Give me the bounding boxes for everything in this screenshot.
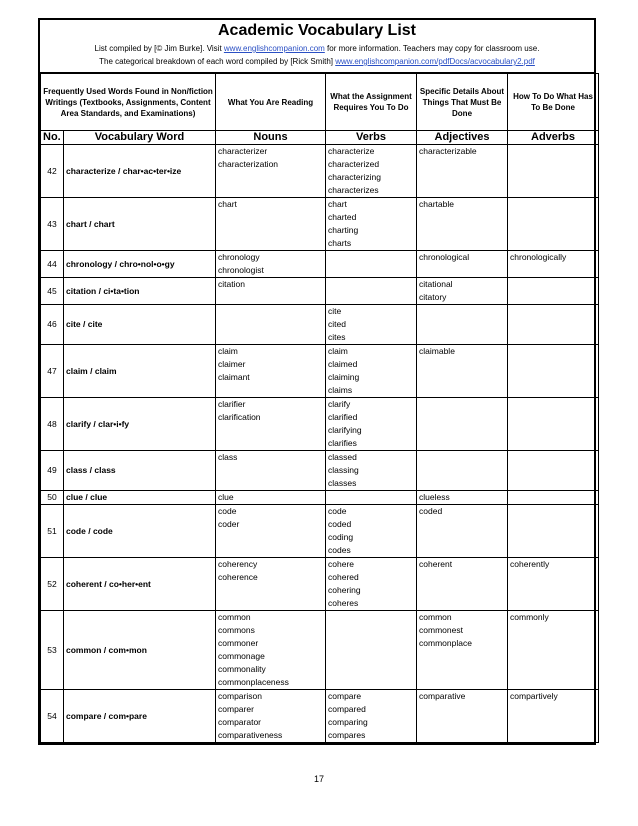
verb-form: compares [328,730,366,740]
verb-form: coded [328,519,352,529]
verb-form: claiming [328,372,360,382]
verb-form: cohere [328,559,355,569]
word-base: coherent [66,578,102,589]
word-base: compare [66,710,102,721]
verbs-cell [326,690,417,743]
noun-form: comparativeness [218,730,283,740]
verbs-cell [326,198,417,251]
nouns-cell [216,451,326,491]
vocabulary-table [40,73,599,743]
nouns-cell [216,198,326,251]
adjectives-cell [417,558,508,611]
verb-form: cohered [328,572,359,582]
table-row [41,451,599,491]
row-number: 51 [41,505,64,558]
verb-form: characterize [328,146,375,156]
adverbs-cell [508,558,599,611]
vocabulary-word: code / code [64,505,216,558]
verbs-cell [326,491,417,505]
credit-text: The categorical breakdown of each word compiled by [Rick Smith] [99,57,336,66]
adverbs-cell [508,690,599,743]
verbs-cell [326,505,417,558]
adverbs-cell [508,251,599,278]
noun-form: clarifier [218,399,246,409]
verb-form: claimed [328,359,358,369]
verbs-cell [326,611,417,690]
verb-form: clarifies [328,438,357,448]
word-base: common [66,644,102,655]
adverbs-cell [508,145,599,198]
noun-form: chronologist [218,265,264,275]
adjectives-cell [417,305,508,345]
table-row [41,558,599,611]
adverbs-cell [508,345,599,398]
table-row [41,305,599,345]
sheet-header [40,20,594,73]
adjectives-cell [417,505,508,558]
page-number: 17 [313,774,324,784]
adverbs-cell [508,398,599,451]
word-base: code [66,525,86,536]
noun-form: commonplaceness [218,677,289,687]
table-row [41,491,599,505]
verb-form: cited [328,319,346,329]
nouns-cell [216,251,326,278]
verb-form: compared [328,704,366,714]
verbs-cell [326,145,417,198]
adjective-form: chronological [419,252,470,262]
row-number: 47 [41,345,64,398]
vocabulary-word: coherent / co•her•ent [64,558,216,611]
adjective-form: comparative [419,691,466,701]
verb-form: clarified [328,412,358,422]
noun-form: clarification [218,412,261,422]
adjective-form: coherent [419,559,453,569]
verbs-cell [326,398,417,451]
verb-form: code [328,506,347,516]
row-number: 49 [41,451,64,491]
row-number: 50 [41,491,64,505]
question-nouns: What You Are Reading [216,74,326,131]
word-syllables: com•pare [108,710,147,721]
verb-form: clarifying [328,425,362,435]
word-syllables: char•ac•ter•ize [122,165,182,176]
nouns-cell [216,305,326,345]
adjective-form: characterizable [419,146,477,156]
verb-form: classing [328,465,359,475]
credit-line-1 [42,42,592,55]
row-number: 53 [41,611,64,690]
word-base: citation [66,285,97,296]
table-row [41,145,599,198]
row-number: 46 [41,305,64,345]
verb-form: classes [328,478,357,488]
noun-form: commons [218,625,255,635]
verb-form: coheres [328,598,359,608]
verb-form: codes [328,545,351,555]
word-base: class [66,465,88,475]
word-syllables: class [94,465,116,475]
adverbs-cell [508,305,599,345]
column-header-adjectives: Adjectives [417,131,508,145]
verb-form: characterized [328,159,380,169]
vocabulary-word: clarify / clar•i•fy [64,398,216,451]
word-syllables: co•her•ent [109,578,151,589]
word-syllables: com•mon [108,644,147,655]
noun-form: code [218,506,237,516]
nouns-cell [216,491,326,505]
adjectives-cell [417,611,508,690]
verbs-cell [326,451,417,491]
adjectives-cell [417,451,508,491]
adverb-form: coherently [510,559,550,569]
row-number: 44 [41,251,64,278]
verbs-cell [326,345,417,398]
adjectives-cell [417,278,508,305]
column-header-adverbs: Adverbs [508,131,599,145]
word-syllables: chart [93,218,115,229]
noun-form: comparator [218,717,262,727]
adverbs-cell [508,611,599,690]
word-base: clue [66,492,84,502]
adjectives-cell [417,491,508,505]
adjectives-cell [417,345,508,398]
word-syllables: clue [90,492,108,502]
column-header-verbs: Verbs [326,131,417,145]
vocabulary-word: clue / clue [64,491,216,505]
credit-text: List compiled by [© Jim Burke]. Visit [94,44,224,53]
table-row [41,345,599,398]
nouns-cell [216,505,326,558]
verbs-cell [326,251,417,278]
englishcompanion-link[interactable]: www.englishcompanion.com [223,44,325,53]
verb-form: chart [328,199,347,209]
word-base: clarify [66,418,92,429]
verb-form: cites [328,332,346,342]
adverbs-cell [508,451,599,491]
verb-form: claim [328,346,348,356]
row-number: 52 [41,558,64,611]
row-number: 43 [41,198,64,251]
table-row [41,505,599,558]
vocabulary-sheet [38,18,596,745]
noun-form: coherency [218,559,258,569]
row-number: 45 [41,278,64,305]
nouns-cell [216,278,326,305]
adjectives-cell [417,251,508,278]
verb-form: clarify [328,399,351,409]
adjective-form: commonplace [419,638,472,648]
noun-form: claimant [218,372,250,382]
column-header-word: Vocabulary Word [64,131,216,145]
adjective-form: citatory [419,292,447,302]
verb-form: classed [328,452,357,462]
adverb-form: commonly [510,612,549,622]
verb-form: compare [328,691,362,701]
adverb-form: chronologically [510,252,567,262]
word-syllables: claim [94,365,117,376]
adjective-form: chartable [419,199,454,209]
nouns-cell [216,145,326,198]
noun-form: commonality [218,664,266,674]
adjectives-cell [417,690,508,743]
vocabulary-word: characterize / char•ac•ter•ize [64,145,216,198]
noun-form: comparison [218,691,262,701]
table-row [41,198,599,251]
verb-form: charted [328,212,357,222]
vocabulary-word: claim / claim [64,345,216,398]
adjectives-cell [417,198,508,251]
table-row [41,611,599,690]
word-base: chronology [66,258,113,269]
adjective-form: commonest [419,625,463,635]
question-adverbs: How To Do What Has To Be Done [508,74,599,131]
nouns-cell [216,690,326,743]
word-base: chart [66,218,87,229]
verb-form: characterizes [328,185,379,195]
row-number: 48 [41,398,64,451]
noun-form: chronology [218,252,260,262]
question-verbs: What the Assignment Requires You To Do [326,74,417,131]
verb-form: claims [328,385,353,395]
noun-form: claimer [218,359,246,369]
credit-line-2 [42,55,592,68]
noun-form: commonage [218,651,265,661]
verbs-cell [326,558,417,611]
adjective-form: clueless [419,492,450,502]
word-base: characterize [66,165,116,176]
adjective-form: coded [419,506,443,516]
adjective-form: citational [419,279,453,289]
verb-form: charting [328,225,359,235]
adjective-form: claimable [419,346,455,356]
adverb-form: compartively [510,691,558,701]
column-header-no: No. [41,131,64,145]
noun-form: claim [218,346,238,356]
credit-text: for more information. Teachers may copy for classroom use. [324,44,540,53]
verb-form: cohering [328,585,361,595]
noun-form: citation [218,279,245,289]
word-base: claim [66,365,88,376]
verbs-cell [326,278,417,305]
nouns-cell [216,611,326,690]
verb-form: coding [328,532,354,542]
vocabulary-word: common / com•mon [64,611,216,690]
nouns-cell [216,558,326,611]
nouns-cell [216,398,326,451]
question-row [41,74,599,131]
table-row [41,690,599,743]
table-row [41,278,599,305]
word-syllables: cite [87,319,103,329]
column-header-nouns: Nouns [216,131,326,145]
column-header-row [41,131,599,145]
adverbs-cell [508,278,599,305]
table-row [41,398,599,451]
verbs-cell [326,305,417,345]
verb-form: cite [328,306,342,316]
noun-form: common [218,612,251,622]
verb-form: comparing [328,717,368,727]
word-syllables: chro•nol•o•gy [119,258,175,269]
noun-form: characterization [218,159,279,169]
vocabulary-word: class / class [64,451,216,491]
vocabulary-word: compare / com•pare [64,690,216,743]
vocabulary-word: chart / chart [64,198,216,251]
word-base: cite [66,319,81,329]
adjectives-cell [417,145,508,198]
noun-form: chart [218,199,237,209]
noun-form: characterizer [218,146,268,156]
verb-form: charts [328,238,352,248]
question-adjectives: Specific Details About Things That Must Be Done [417,74,508,131]
adverbs-cell [508,491,599,505]
nouns-cell [216,345,326,398]
noun-form: class [218,452,238,462]
vocabulary-word: chronology / chro•nol•o•gy [64,251,216,278]
vocabulary-word: citation / ci•ta•tion [64,278,216,305]
adverbs-cell [508,198,599,251]
noun-form: comparer [218,704,254,714]
row-number: 42 [41,145,64,198]
verb-form: characterizing [328,172,381,182]
adverbs-cell [508,505,599,558]
noun-form: coherence [218,572,258,582]
noun-form: coder [218,519,240,529]
row-number: 54 [41,690,64,743]
question-frequent-words: Frequently Used Words Found in Non/fiction Writings (Textbooks, Assignments, Content Area Standards, and Examinations) [41,74,216,131]
noun-form: commoner [218,638,259,648]
adjectives-cell [417,398,508,451]
word-syllables: ci•ta•tion [103,285,140,296]
word-syllables: code [92,525,113,536]
page-title: Academic Vocabulary List [218,22,416,39]
table-row [41,251,599,278]
word-syllables: clar•i•fy [98,418,130,429]
noun-form: clue [218,492,234,502]
adjective-form: common [419,612,452,622]
vocabulary-word: cite / cite [64,305,216,345]
acvocabulary-pdf-link[interactable]: www.englishcompanion.com/pdfDocs/acvocabulary2.pdf [335,57,535,66]
